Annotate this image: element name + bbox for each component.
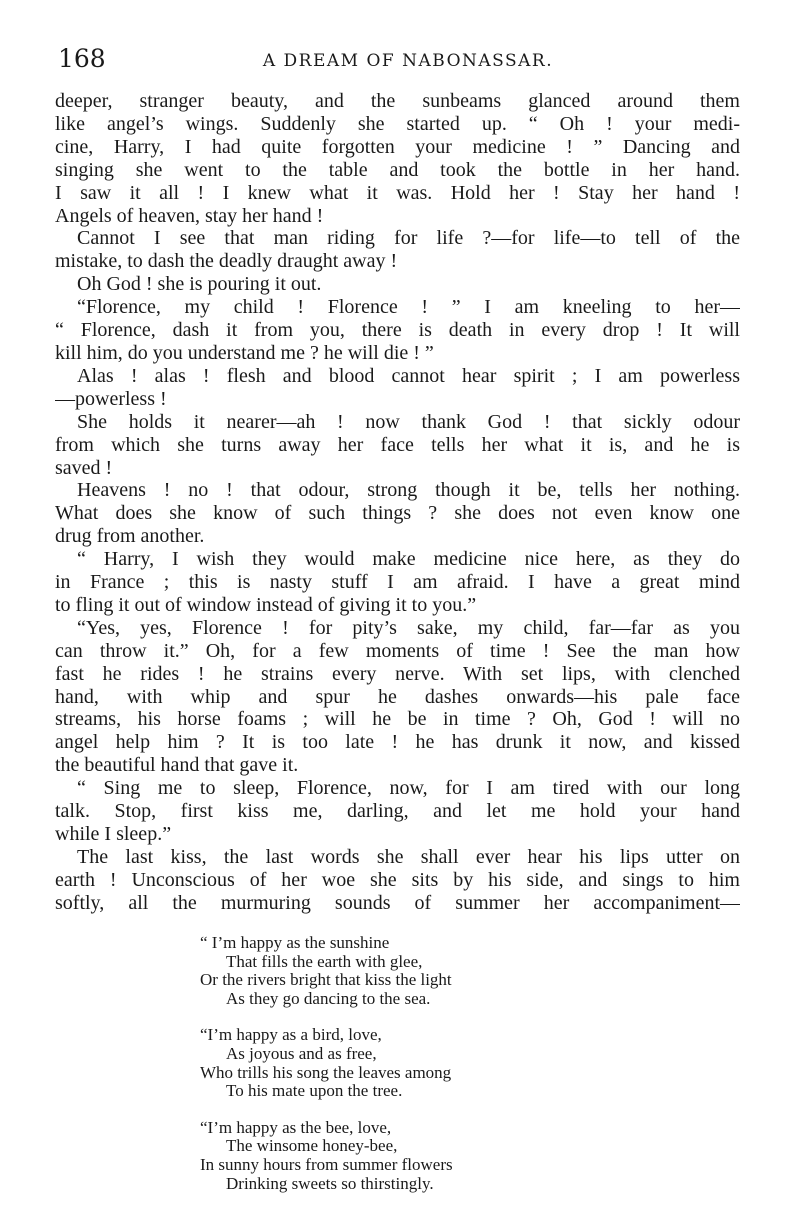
verse-block [200, 934, 600, 1211]
verse-line: In sunny hours from summer flowers [200, 1154, 453, 1174]
text-line: I saw it all ! I knew what it was. Hold her ! Stay her hand ! [55, 181, 740, 204]
running-title: A DREAM OF NABONASSAR. [262, 51, 554, 71]
text-line: earth ! Unconscious of her woe she sits by his side, and sings to him [55, 868, 740, 891]
text-line: mistake, to dash the deadly draught away ! [55, 250, 398, 273]
page-header [58, 40, 758, 80]
verse-line: Or the rivers bright that kiss the light [200, 970, 452, 990]
verse-line: As joyous and as free, [226, 1043, 377, 1063]
verse-line: As they go dancing to the sea. [226, 988, 431, 1008]
text-line: fast he rides ! he strains every nerve. With set lips, with clenched [55, 662, 740, 685]
text-line: softly, all the murmuring sounds of summer her accompaniment— [55, 891, 740, 914]
text-line: Heavens ! no ! that odour, strong though it be, tells her nothing. [77, 479, 740, 502]
text-line: “ Florence, dash it from you, there is death in every drop ! It will [55, 319, 740, 342]
verse-line: The winsome honey-bee, [226, 1136, 398, 1156]
text-line: “Yes, yes, Florence ! for pity’s sake, my child, far—far as you [77, 616, 740, 639]
text-line: to fling it out of window instead of giving it to you.” [55, 593, 477, 616]
text-line: while I sleep.” [55, 823, 172, 845]
verse-line: “I’m happy as the bee, love, [200, 1117, 392, 1137]
verse-line: That fills the earth with glee, [226, 951, 423, 971]
verse-line: “I’m happy as a bird, love, [200, 1025, 382, 1045]
verse-line: To his mate upon the tree. [226, 1081, 403, 1101]
text-line: drug from another. [55, 525, 205, 548]
text-line: Cannot I see that man riding for life ?—for life—to tell of the [77, 227, 740, 250]
verse-stanza [200, 934, 600, 1008]
text-line: Angels of heaven, stay her hand ! [55, 204, 324, 227]
text-line: —powerless ! [55, 387, 167, 410]
text-line: She holds it nearer—ah ! now thank God ! that sickly odour [77, 410, 740, 433]
text-line: Alas ! alas ! flesh and blood cannot hear spirit ; I am powerless [77, 364, 740, 387]
text-line: in France ; this is nasty stuff I am afraid. I have a great mind [55, 571, 740, 594]
text-line: the beautiful hand that gave it. [55, 754, 299, 777]
text-line: angel help him ? It is too late ! he has drunk it now, and kissed [55, 731, 740, 754]
text-line: singing she went to the table and took the bottle in her hand. [55, 158, 740, 181]
page-number: 168 [58, 44, 106, 73]
text-line: kill him, do you understand me ? he will die ! ” [55, 341, 434, 364]
body-text [55, 90, 740, 915]
text-line: deeper, stranger beauty, and the sunbeams glanced around them [55, 90, 740, 112]
text-line: The last kiss, the last words she shall ever hear his lips utter on [77, 845, 740, 868]
text-line: Oh God ! she is pouring it out. [77, 273, 322, 296]
verse-stanza [200, 1026, 600, 1100]
text-line: “ Sing me to sleep, Florence, now, for I am tired with our long [77, 777, 740, 800]
text-line: talk. Stop, first kiss me, darling, and let me hold your hand [55, 800, 740, 823]
text-line: saved ! [55, 456, 113, 479]
text-line: hand, with whip and spur he dashes onwards—his pale face [55, 685, 740, 708]
text-line: What does she know of such things ? she does not even know one [55, 502, 740, 525]
verse-line: Who trills his song the leaves among [200, 1062, 452, 1082]
verse-line: Drinking sweets so thirstingly. [226, 1173, 434, 1193]
text-line: streams, his horse foams ; will he be in time ? Oh, God ! will no [55, 708, 740, 731]
verse-stanza [200, 1119, 600, 1193]
text-line: like angel’s wings. Suddenly she started up. “ Oh ! your medi- [55, 112, 740, 135]
text-line: from which she turns away her face tells her what it is, and he is [55, 433, 740, 456]
text-line: can throw it.” Oh, for a few moments of time ! See the man how [55, 639, 740, 662]
text-line: cine, Harry, I had quite forgotten your medicine ! ” Dancing and [55, 135, 740, 158]
verse-line: “ I’m happy as the sunshine [200, 933, 390, 952]
text-line: “Florence, my child ! Florence ! ” I am kneeling to her— [77, 296, 740, 319]
text-line: “ Harry, I wish they would make medicine nice here, as they do [77, 548, 740, 571]
